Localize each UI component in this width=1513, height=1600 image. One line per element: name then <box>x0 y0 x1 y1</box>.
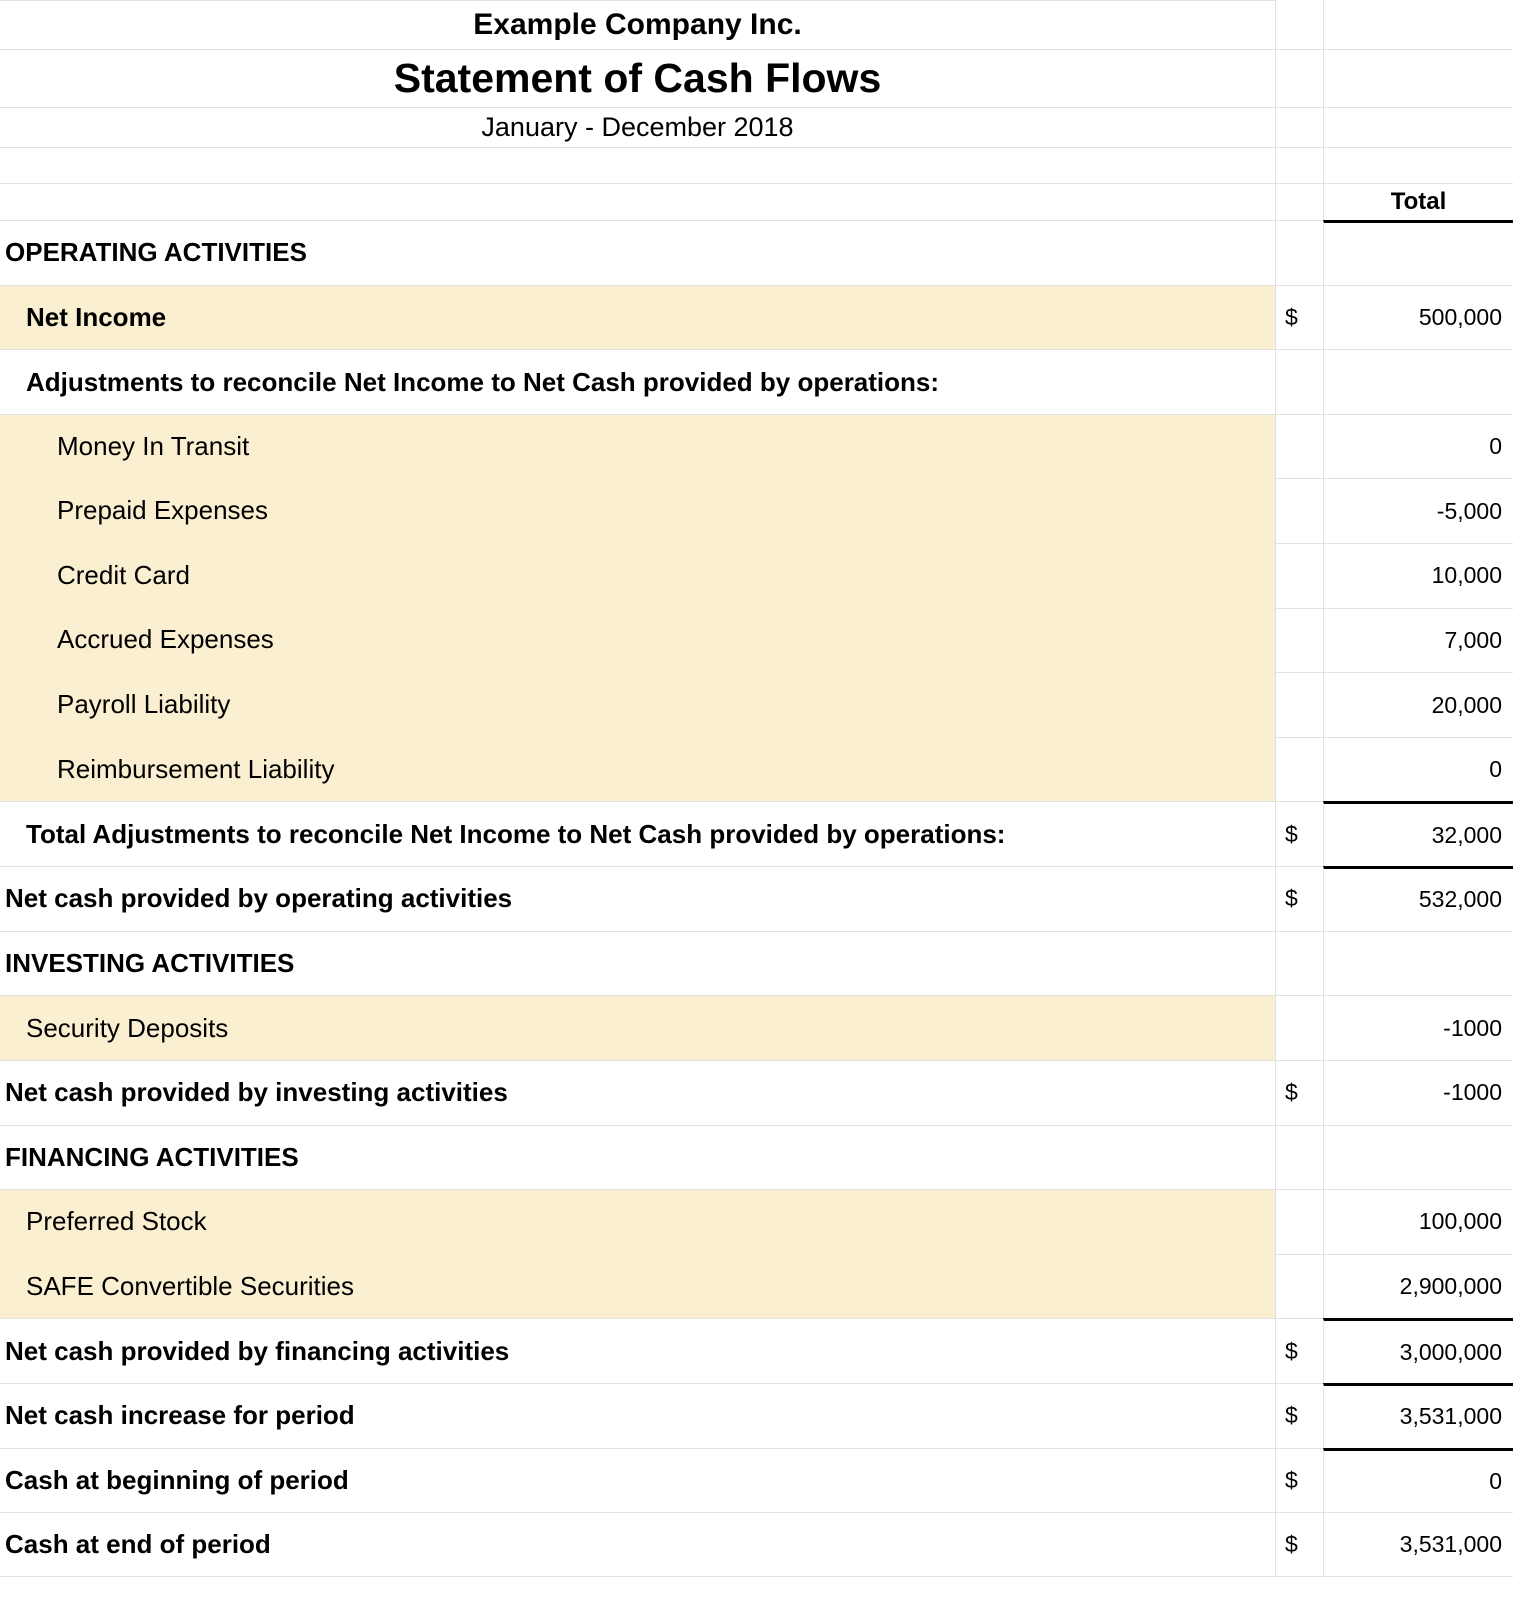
row-amount-cell[interactable]: 20,000 <box>1323 672 1513 737</box>
row-amount-cell[interactable]: -5,000 <box>1323 478 1513 543</box>
row-currency-cell[interactable]: $ <box>1275 866 1323 931</box>
row-label-cell[interactable]: Cash at end of period <box>0 1512 1275 1577</box>
row-label-cell[interactable]: SAFE Convertible Securities <box>0 1254 1275 1319</box>
company-name[interactable]: Example Company Inc. <box>0 0 1275 49</box>
empty-cell <box>1323 147 1513 183</box>
empty-cell <box>1275 672 1323 737</box>
empty-cell <box>1275 1254 1323 1319</box>
row-amount-cell[interactable]: 0 <box>1323 737 1513 802</box>
row-currency-cell[interactable]: $ <box>1275 285 1323 350</box>
empty-cell <box>1275 49 1323 107</box>
empty-cell <box>1275 931 1323 996</box>
report-title[interactable]: Statement of Cash Flows <box>0 49 1275 107</box>
row-currency-cell[interactable]: $ <box>1275 1448 1323 1513</box>
row-amount-cell[interactable]: 3,531,000 <box>1323 1383 1513 1448</box>
empty-cell <box>1323 220 1513 285</box>
row-label-cell[interactable]: FINANCING ACTIVITIES <box>0 1125 1275 1190</box>
row-label-cell[interactable]: Net cash increase for period <box>0 1383 1275 1448</box>
row-amount-cell[interactable]: 532,000 <box>1323 866 1513 931</box>
row-label-cell[interactable]: Net cash provided by financing activities <box>0 1318 1275 1383</box>
row-label-cell[interactable]: Reimbursement Liability <box>0 737 1275 802</box>
row-currency-cell[interactable]: $ <box>1275 1060 1323 1125</box>
row-amount-cell[interactable]: 100,000 <box>1323 1189 1513 1254</box>
row-amount-cell[interactable]: 7,000 <box>1323 608 1513 673</box>
row-amount-cell[interactable]: 3,000,000 <box>1323 1318 1513 1383</box>
row-label-cell[interactable]: Prepaid Expenses <box>0 478 1275 543</box>
row-currency-cell[interactable]: $ <box>1275 1512 1323 1577</box>
empty-cell <box>1323 349 1513 414</box>
row-label-cell[interactable]: Payroll Liability <box>0 672 1275 737</box>
row-amount-cell[interactable]: 0 <box>1323 1448 1513 1513</box>
row-label-cell[interactable]: Total Adjustments to reconcile Net Income to Net Cash provided by operations: <box>0 801 1275 866</box>
row-label-cell[interactable]: Net cash provided by investing activities <box>0 1060 1275 1125</box>
empty-cell <box>1275 349 1323 414</box>
row-amount-cell[interactable]: 32,000 <box>1323 801 1513 866</box>
empty-cell <box>1323 931 1513 996</box>
row-label-cell[interactable]: Security Deposits <box>0 995 1275 1060</box>
row-label-cell[interactable]: Net Income <box>0 285 1275 350</box>
row-label-cell[interactable]: Preferred Stock <box>0 1189 1275 1254</box>
empty-cell <box>1275 220 1323 285</box>
report-period[interactable]: January - December 2018 <box>0 107 1275 147</box>
empty-cell <box>1275 737 1323 802</box>
row-amount-cell[interactable]: 3,531,000 <box>1323 1512 1513 1577</box>
empty-cell <box>1275 608 1323 673</box>
row-label-cell[interactable]: OPERATING ACTIVITIES <box>0 220 1275 285</box>
row-amount-cell[interactable]: -1000 <box>1323 1060 1513 1125</box>
row-amount-cell[interactable]: 500,000 <box>1323 285 1513 350</box>
empty-cell <box>1275 0 1323 49</box>
empty-cell <box>1275 543 1323 608</box>
empty-cell <box>1275 1189 1323 1254</box>
row-currency-cell[interactable]: $ <box>1275 801 1323 866</box>
row-label-cell[interactable]: Money In Transit <box>0 414 1275 479</box>
row-amount-cell[interactable]: 2,900,000 <box>1323 1254 1513 1319</box>
empty-cell <box>1275 995 1323 1060</box>
total-column-header[interactable]: Total <box>1323 183 1513 220</box>
empty-cell <box>1275 478 1323 543</box>
empty-cell <box>1275 107 1323 147</box>
empty-cell <box>1323 49 1513 107</box>
empty-cell <box>1323 107 1513 147</box>
empty-cell <box>1323 1125 1513 1190</box>
empty-cell <box>1275 147 1323 183</box>
row-amount-cell[interactable]: 10,000 <box>1323 543 1513 608</box>
empty-cell <box>1275 414 1323 479</box>
empty-cell <box>0 147 1275 183</box>
empty-cell <box>1275 183 1323 220</box>
row-label-cell[interactable]: Credit Card <box>0 543 1275 608</box>
row-amount-cell[interactable]: 0 <box>1323 414 1513 479</box>
empty-cell <box>1275 1125 1323 1190</box>
row-label-cell[interactable]: INVESTING ACTIVITIES <box>0 931 1275 996</box>
row-label-cell[interactable]: Accrued Expenses <box>0 608 1275 673</box>
row-label-cell[interactable]: Adjustments to reconcile Net Income to Net Cash provided by operations: <box>0 349 1275 414</box>
empty-cell <box>0 183 1275 220</box>
row-amount-cell[interactable]: -1000 <box>1323 995 1513 1060</box>
empty-cell <box>1323 0 1513 49</box>
row-currency-cell[interactable]: $ <box>1275 1318 1323 1383</box>
row-currency-cell[interactable]: $ <box>1275 1383 1323 1448</box>
row-label-cell[interactable]: Cash at beginning of period <box>0 1448 1275 1513</box>
row-label-cell[interactable]: Net cash provided by operating activities <box>0 866 1275 931</box>
